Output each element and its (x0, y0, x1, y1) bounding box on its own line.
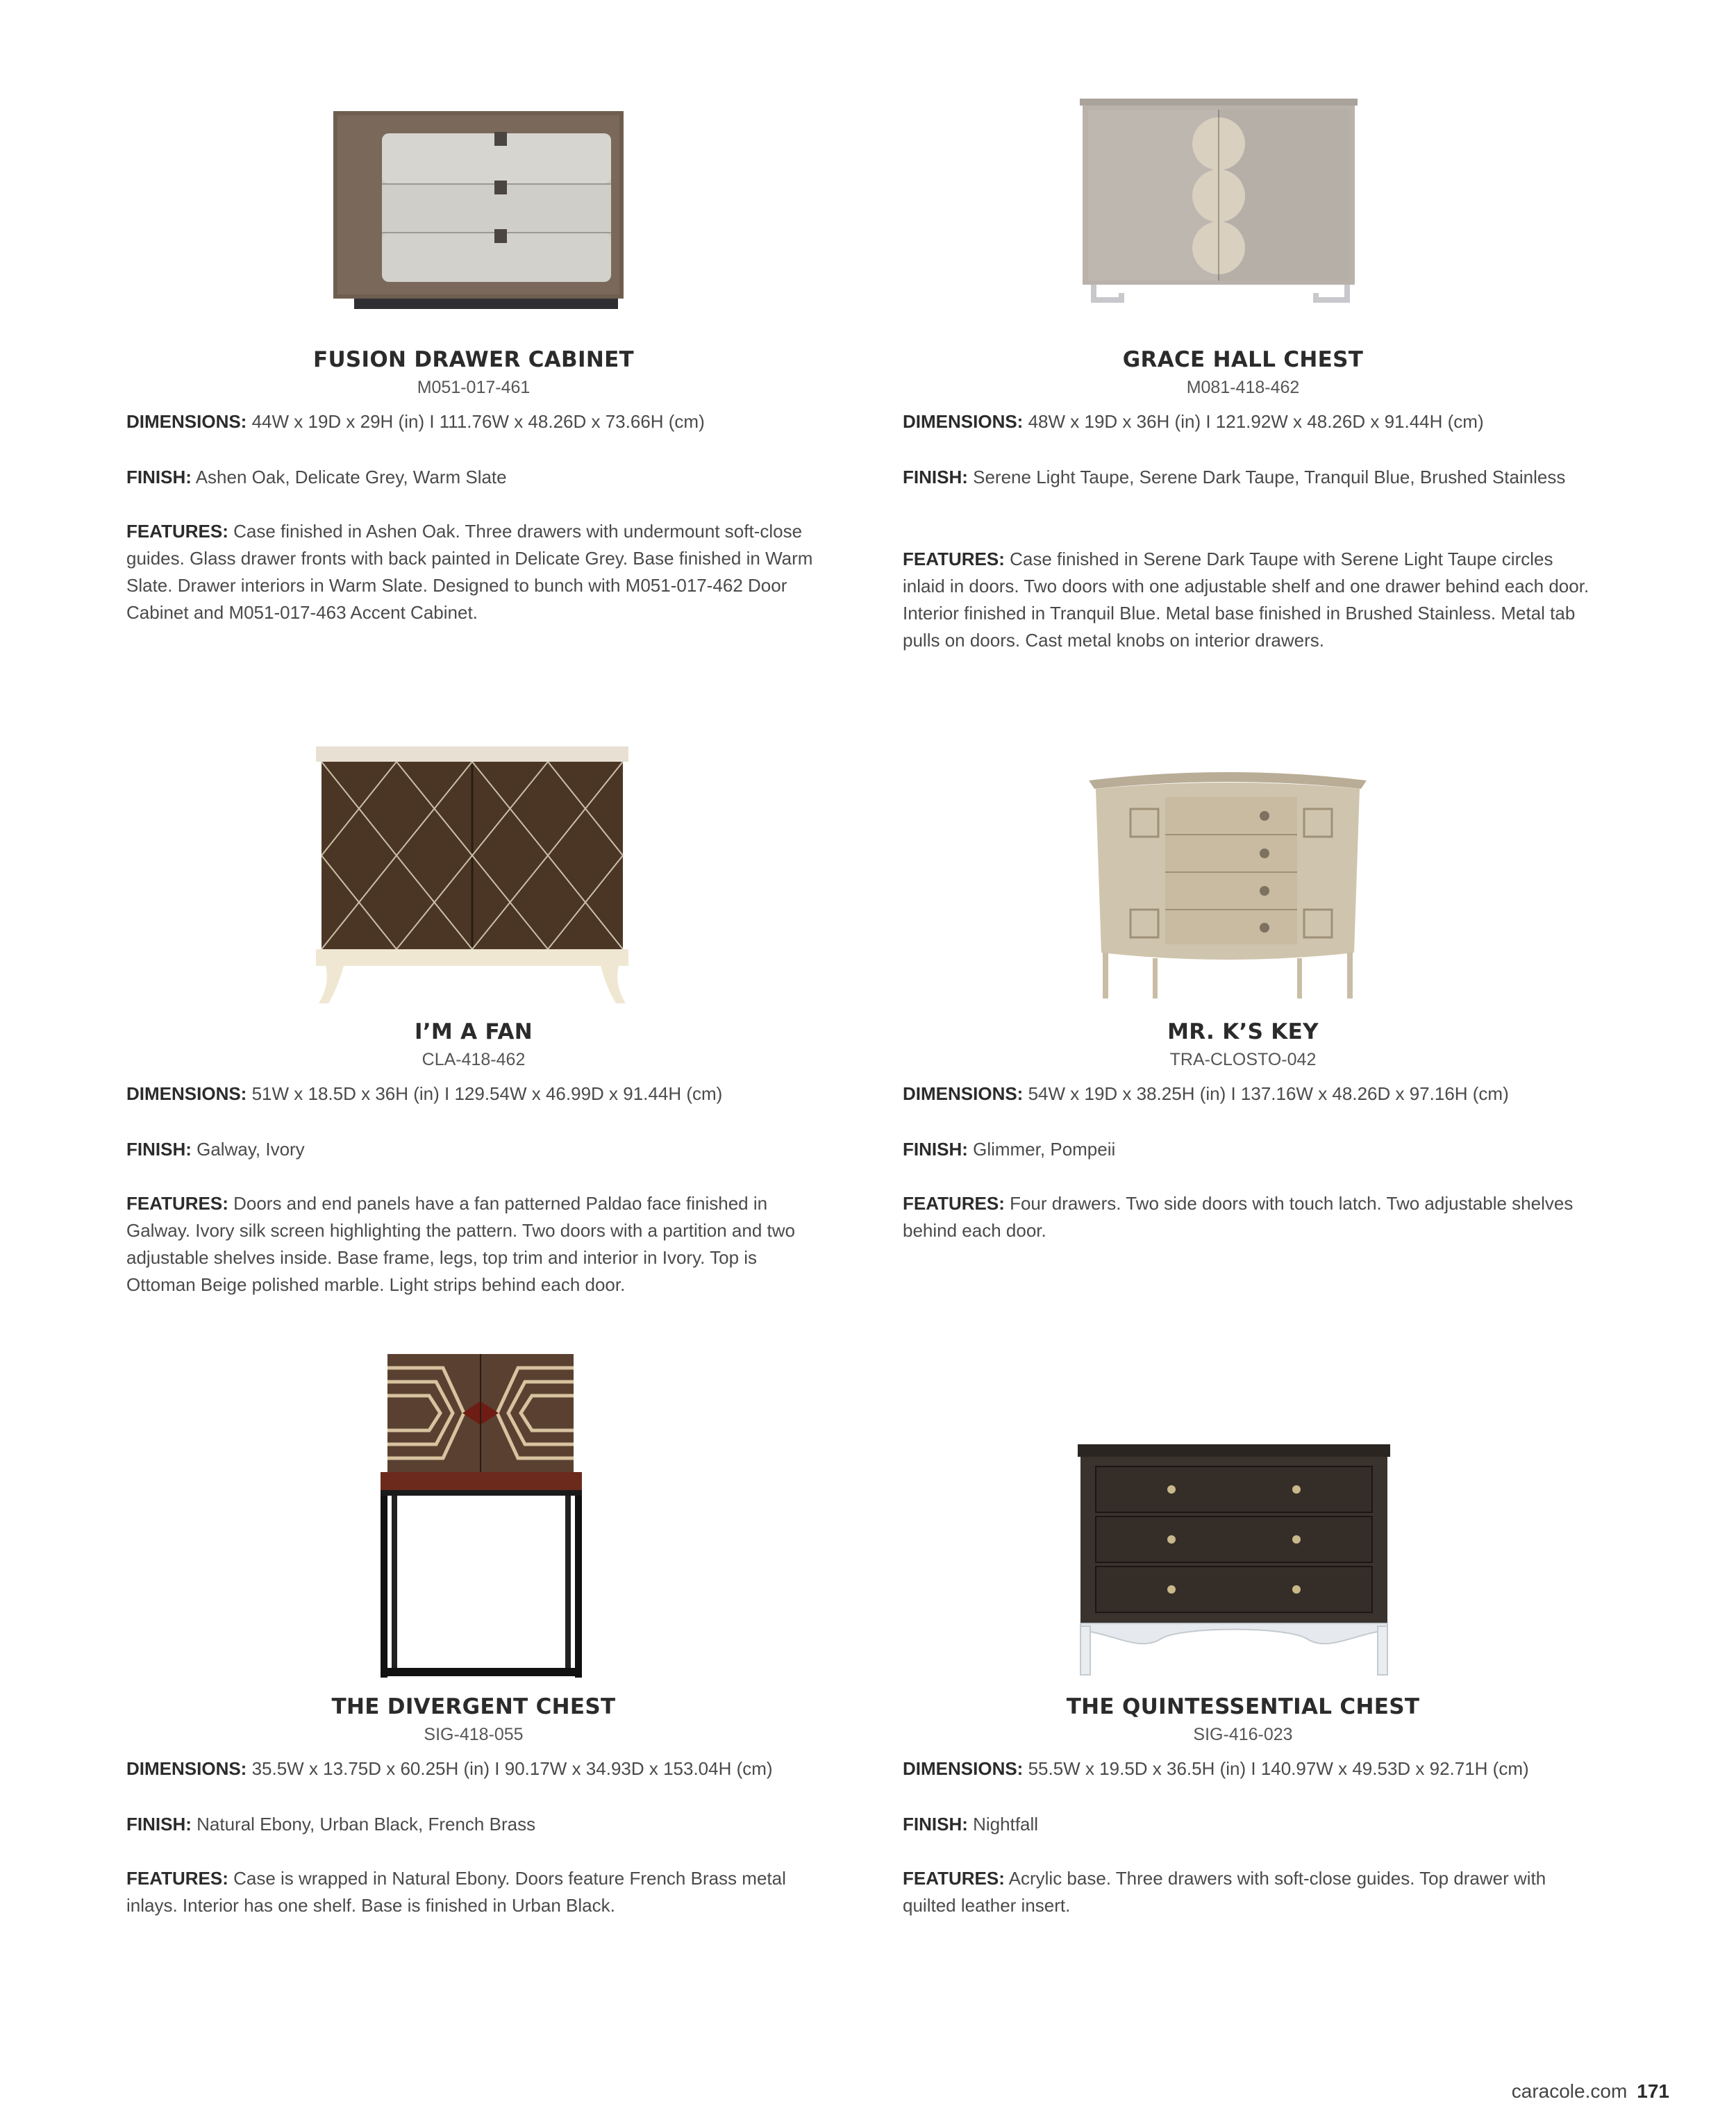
grace-hall-chest-image (1080, 99, 1371, 307)
product-features: FEATURES: Four drawers. Two side doors with touch latch. Two adjustable shelves behind each door. (903, 1193, 1574, 1241)
product-title: I’M A FAN (415, 1019, 533, 1044)
product-finish: FINISH: Ashen Oak, Delicate Grey, Warm Slate (126, 467, 507, 487)
product-features: FEATURES: Case finished in Ashen Oak. Three drawers with undermount soft-close guides. Glass drawer fronts with back painted in Delicate Grey. Base finished in Warm Slate. Drawer interiors in Warm Slate. Designed to bunch with M051-017-462 Door Cabinet and M051-017-463 Accent Cabinet. (126, 521, 813, 623)
product-finish: FINISH: Nightfall (903, 1814, 1039, 1835)
product-finish: FINISH: Galway, Ivory (126, 1139, 305, 1160)
product-dimensions: DIMENSIONS: 44W x 19D x 29H (in) I 111.76W x 48.26D x 73.66H (cm) (126, 411, 705, 432)
product-dimensions: DIMENSIONS: 51W x 18.5D x 36H (in) I 129.54W x 46.99D x 91.44H (cm) (126, 1083, 723, 1104)
product-finish: FINISH: Serene Light Taupe, Serene Dark Taupe, Tranquil Blue, Brushed Stainless (903, 467, 1566, 487)
product-title: THE QUINTESSENTIAL CHEST (1066, 1694, 1420, 1719)
product-sku: M081-418-462 (1186, 378, 1300, 397)
product-finish: FINISH: Glimmer, Pompeii (903, 1139, 1116, 1160)
product-sku: CLA-418-462 (422, 1050, 526, 1069)
im-a-fan-cabinet-image (316, 746, 642, 1007)
product-dimensions: DIMENSIONS: 55.5W x 19.5D x 36.5H (in) I 140.97W x 49.53D x 92.71H (cm) (903, 1758, 1529, 1779)
product-features: FEATURES: Acrylic base. Three drawers with soft-close guides. Top drawer with quilted leather insert. (903, 1868, 1546, 1916)
product-title: FUSION DRAWER CABINET (312, 347, 634, 372)
product-features: FEATURES: Case finished in Serene Dark Taupe with Serene Light Taupe circles inlaid in doors. Two doors with one adjustable shelf and one drawer behind each door. Interior finished in Tranquil Blue. Metal base finished in Brushed Stainless. Metal tab pulls on doors. Cast metal knobs on interior drawers. (903, 549, 1589, 651)
product-dimensions: DIMENSIONS: 54W x 19D x 38.25H (in) I 137.16W x 48.26D x 97.16H (cm) (903, 1083, 1509, 1104)
mr-ks-key-chest-image (1089, 771, 1367, 1003)
product-sku: TRA-CLOSTO-042 (1169, 1050, 1317, 1069)
product-title: GRACE HALL CHEST (1122, 347, 1364, 372)
product-dimensions: DIMENSIONS: 48W x 19D x 36H (in) I 121.92W x 48.26D x 91.44H (cm) (903, 411, 1484, 432)
product-sku: SIG-418-055 (424, 1725, 524, 1744)
product-features: FEATURES: Case is wrapped in Natural Ebony. Doors feature French Brass metal inlays. Interior has one shelf. Base is finished in Urban Black. (126, 1868, 786, 1916)
product-sku: M051-017-461 (417, 378, 531, 397)
fusion-drawer-cabinet-image (333, 111, 639, 312)
product-finish: FINISH: Natural Ebony, Urban Black, French Brass (126, 1814, 536, 1835)
product-title: MR. K’S KEY (1167, 1019, 1319, 1044)
product-dimensions: DIMENSIONS: 35.5W x 13.75D x 60.25H (in) I 90.17W x 34.93D x 153.04H (cm) (126, 1758, 773, 1779)
product-title: THE DIVERGENT CHEST (331, 1694, 616, 1719)
page-footer (1512, 2080, 1669, 2103)
page-number: 171 (1637, 2080, 1669, 2102)
website-url[interactable]: caracole.com (1511, 2080, 1628, 2102)
divergent-chest-image (381, 1354, 582, 1680)
product-sku: SIG-416-023 (1193, 1725, 1293, 1744)
product-features: FEATURES: Doors and end panels have a fan patterned Paldao face finished in Galway. Ivory silk screen highlighting the pattern. Two doors with a partition and two adjustable shelves inside. Base frame, legs, top trim and interior in Ivory. Top is Ottoman Beige polished marble. Light strips behind each door. (126, 1193, 795, 1295)
quintessential-chest-image (1078, 1444, 1397, 1680)
